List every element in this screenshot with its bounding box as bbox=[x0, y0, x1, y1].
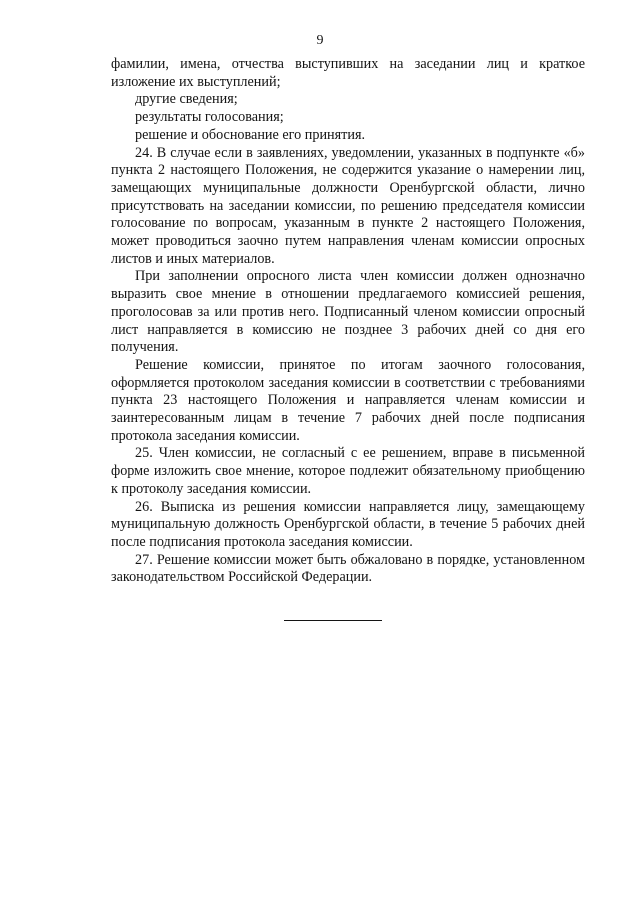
paragraph-clause-25: 25. Член комиссии, не согласный с ее решением, вправе в письменной форме изложить свое мнение, которое подлежит обязательному приобщению к протоколу заседания комиссии. bbox=[111, 445, 585, 497]
paragraph-questionnaire: При заполнении опросного листа член комиссии должен однозначно выразить свое мнение в отношении предлагаемого комиссией решения, проголосовав за или против него. Подписанный членом комиссии опросный лист направляется в комиссию не позднее 3 рабочих дней со дня его получения. bbox=[111, 268, 585, 356]
paragraph-clause-24: 24. В случае если в заявлениях, уведомлении, указанных в подпункте «б» пункта 2 настоящего Положения, не содержится указание о намерении лиц, замещающих муниципальные должности Оренбургской области, лично присутствовать на заседании комиссии, по решению председателя комиссии голосование по вопросам, указанным в пункте 2 настоящего Положения, может проводиться заочно путем направления членам комиссии опросных листов и иных материалов. bbox=[111, 144, 585, 267]
paragraph-list-item: результаты голосования; bbox=[135, 109, 284, 126]
paragraph-clause-27: 27. Решение комиссии может быть обжаловано в порядке, установленном законодательством Российской Федерации. bbox=[111, 551, 585, 586]
paragraph-list-item: решение и обоснование его принятия. bbox=[135, 126, 366, 143]
end-separator-line bbox=[284, 620, 382, 621]
paragraph-decision: Решение комиссии, принятое по итогам заочного голосования, оформляется протоколом заседания комиссии в соответствии с требованиями пункта 23 настоящего Положения и направляется членам комиссии и заинтересованным лицам в течение 7 рабочих дней после подписания протокола заседания комиссии. bbox=[111, 356, 585, 444]
document-body bbox=[111, 56, 585, 587]
page-number: 9 bbox=[316, 33, 324, 48]
paragraph-list-item: другие сведения; bbox=[135, 91, 238, 108]
paragraph-list-item: фамилии, имена, отчества выступивших на заседании лиц и краткое изложение их выступлений; bbox=[111, 56, 585, 90]
paragraph-clause-26: 26. Выписка из решения комиссии направляется лицу, замещающему муниципальную должность Оренбургской области, в течение 5 рабочих дней после подписания протокола заседания комиссии. bbox=[111, 498, 585, 550]
